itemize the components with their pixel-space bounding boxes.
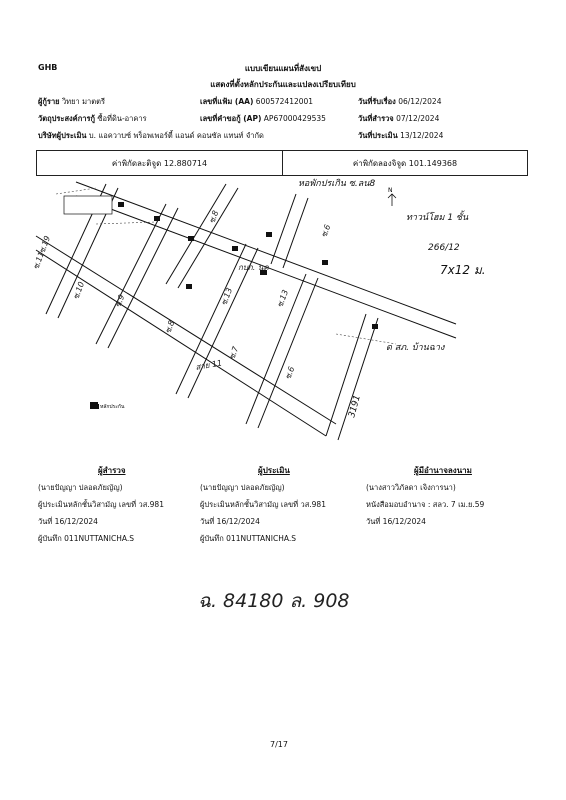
coordinates-box [36,150,528,176]
company-label: บริษัทผู้ประเมิน [38,131,87,140]
appno-row [200,113,326,125]
doc-subtitle: แสดงที่ตั้งหลักประกันและแปลงเปรียบเทียบ [210,80,356,89]
handnote-size: 7x12 ม. [440,263,486,277]
authorized-position: หนังสือมอบอำนาจ : สลว. 7 เม.ย.59 [366,500,485,509]
appraise-row [358,130,443,142]
appno-value: AP67000429535 [263,114,326,123]
purpose-label: วัตถุประสงค์การกู้ [38,114,96,123]
appraiser-title: ผู้ประเมิน [258,466,290,475]
road-label: ซ.8 [207,209,221,225]
appraiser-recorder: ผู้บันทึก 011NUTTANICHA.S [200,534,296,543]
appraise-label: วันที่ประเมิน [358,131,398,140]
road-label: ซ.13 [219,286,235,307]
surveyor-position: ผู้ประเมินหลักชั้นวิสามัญ เลขที่ วส.981 [38,500,164,509]
road-label: ซ.6 [319,223,333,239]
north-label: N [388,187,393,194]
file-row [200,96,313,108]
file-value: 600572412001 [255,97,314,106]
owner-row [38,96,105,108]
file-label: เลขที่แฟ้ม (AA) [200,97,254,106]
purpose-value: ซื้อที่ดิน-อาคาร [97,114,147,123]
surveyor-title: ผู้สำรวจ [98,466,126,475]
handnote-house: ทาวน์โฮม 1 ชั้น [406,213,469,223]
road-label: สาย 11 [194,358,223,372]
purpose-row [38,113,147,125]
road-label: ซ.9 [113,293,127,309]
road-label: ซ.8 [163,319,177,335]
company-value: บ. แอควาบซ์ พร็อพเพอร์ตี้ แอนด์ คอนซัล แทนท์ จำกัด [88,131,264,140]
road-label: ซ.19 [37,234,53,255]
legend-label: หลักประกัน [100,404,125,410]
handnote-top: หอพักปรเกิน ซ.ลน8 [298,179,376,189]
surveyor-name: (นายปัญญา ปลอดภัยญัญ) [38,483,123,492]
longitude: ค่าพิกัดลองจิจูด 101.149368 [352,159,458,168]
authorized-name: (นางสาววิภัลดา เจิงการนา) [366,483,456,492]
road-label: ซ.6 [283,365,297,381]
page-number: 7/17 [270,740,288,749]
recv-row [358,96,441,108]
road-label: ซ.10 [71,280,87,301]
legend-marker-icon [90,402,98,409]
handnote-3191: 3191 [347,394,363,419]
doc-title: แบบเขียนแผนที่สังเขป [244,64,322,73]
survey-label: วันที่สำรวจ [358,114,394,123]
appraiser-name: (นายปัญญา ปลอดภัยญัญ) [200,483,285,492]
surveyor-date: วันที่ 16/12/2024 [38,517,98,526]
recv-value: 06/12/2024 [398,97,442,106]
bank-code: GHB [38,63,58,72]
authorized-title: ผู้มีอำนาจลงนาม [414,466,472,475]
appraiser-position: ผู้ประเมินหลักชั้นวิสามัญ เลขที่ วส.981 [200,500,326,509]
appraise-value: 13/12/2024 [400,131,444,140]
handnote-number: 266/12 [428,243,460,253]
appraiser-date: วันที่ 16/12/2024 [200,517,260,526]
latitude: ค่าพิกัดละติจูด 12.880714 [111,159,208,168]
road-label: ซ.7 [227,345,241,361]
location-map [31,174,526,444]
survey-row [358,113,439,125]
handnote-right: ด สภ. บ้านฉาง [386,343,445,353]
handwritten-deed-number: ฉ. 84180 ล. 908 [198,590,350,612]
road-label: ซ.13 [275,288,291,309]
recv-label: วันที่รับเรื่อง [358,97,396,106]
surveyor-recorder: ผู้บันทึก 011NUTTANICHA.S [38,534,134,543]
owner-value: วิทยา มาตตรี [61,97,106,106]
road-label: กบก. นค [238,263,269,272]
authorized-date: วันที่ 16/12/2024 [366,517,426,526]
owner-label: ผู้กู้ราย [38,97,60,106]
survey-value: 07/12/2024 [396,114,440,123]
company-row [38,130,264,142]
appno-label: เลขที่คำขอกู้ (AP) [200,114,262,123]
road-label: ซ.11 [31,250,47,271]
